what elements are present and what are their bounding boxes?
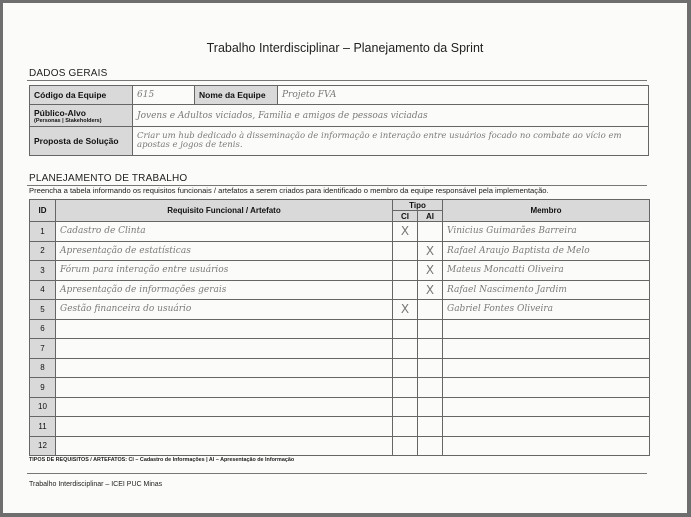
- ci-mark-cell: [393, 397, 418, 417]
- ci-mark-cell: [393, 378, 418, 398]
- ai-mark-cell: [418, 436, 443, 456]
- requirement-cell: Cadastro de Clinta: [56, 222, 393, 242]
- member-cell: Rafael Araujo Baptista de Melo: [443, 241, 650, 261]
- table-row: [30, 436, 650, 456]
- ai-mark-cell: X: [418, 241, 443, 261]
- document-page: [3, 3, 687, 513]
- row-id: 2: [30, 241, 56, 261]
- audience-label-cell: [30, 105, 133, 127]
- requirement-cell: Apresentação de informações gerais: [56, 280, 393, 300]
- member-cell: Rafael Nascimento Jardim: [443, 280, 650, 300]
- ci-mark-cell: [393, 417, 418, 437]
- ai-mark-cell: [418, 378, 443, 398]
- requirement-cell: [56, 417, 393, 437]
- ai-mark-cell: [418, 300, 443, 320]
- audience-label: Público-Alvo: [34, 107, 86, 118]
- ci-mark-cell: [393, 280, 418, 300]
- row-id: 5: [30, 300, 56, 320]
- row-id: 9: [30, 378, 56, 398]
- team-code-label: Código da Equipe: [30, 86, 133, 105]
- col-tipo-header: Tipo: [393, 200, 443, 211]
- requirement-cell: [56, 339, 393, 359]
- row-id: 7: [30, 339, 56, 359]
- row-id: 6: [30, 319, 56, 339]
- ci-mark-cell: [393, 436, 418, 456]
- team-code-value: 615: [133, 86, 195, 105]
- table-row: [30, 319, 650, 339]
- ai-mark-cell: [418, 339, 443, 359]
- ai-mark-cell: [418, 358, 443, 378]
- requirement-cell: Fórum para interação entre usuários: [56, 261, 393, 281]
- member-cell: Gabriel Fontes Oliveira: [443, 300, 650, 320]
- row-id: 10: [30, 397, 56, 417]
- ai-mark-cell: [418, 319, 443, 339]
- member-cell: [443, 397, 650, 417]
- footer-text: Trabalho Interdisciplinar – ICEI PUC Minas: [29, 481, 163, 488]
- work-plan-table: [29, 199, 650, 456]
- ci-mark-cell: [393, 319, 418, 339]
- member-cell: [443, 436, 650, 456]
- requirement-cell: Apresentação de estatísticas: [56, 241, 393, 261]
- ci-mark-cell: X: [393, 222, 418, 242]
- page-title: Trabalho Interdisciplinar – Planejamento da Sprint: [206, 41, 484, 55]
- table-row: [30, 378, 650, 398]
- table-row: [30, 358, 650, 378]
- ci-mark-cell: [393, 261, 418, 281]
- requirement-cell: [56, 378, 393, 398]
- requirement-cell: [56, 436, 393, 456]
- audience-value: Jovens e Adultos viciados, Familia e amigos de pessoas viciadas: [133, 105, 649, 127]
- table-row: [30, 300, 650, 320]
- team-name-label: Nome da Equipe: [195, 86, 278, 105]
- row-id: 4: [30, 280, 56, 300]
- member-cell: [443, 378, 650, 398]
- row-id: 12: [30, 436, 56, 456]
- requirement-cell: [56, 397, 393, 417]
- requirement-cell: [56, 358, 393, 378]
- member-cell: [443, 358, 650, 378]
- table-row: [30, 339, 650, 359]
- ci-mark-cell: [393, 358, 418, 378]
- ai-mark-cell: [418, 397, 443, 417]
- team-name-value: Projeto FVA: [278, 86, 649, 105]
- table-row: [30, 397, 650, 417]
- solution-value: Criar um hub dedicado à disseminação de informação e interação entre usuários focado no combate ao vício em apostas e jogos de tenis.: [133, 127, 649, 156]
- col-ai-header: AI: [418, 211, 443, 222]
- ci-mark-cell: [393, 339, 418, 359]
- instructions-text: Preencha a tabela informando os requisitos funcionais / artefatos a serem criados para identificado o membro da equipe responsável pela implementação.: [29, 186, 549, 195]
- member-cell: [443, 319, 650, 339]
- col-member-header: Membro: [443, 200, 650, 222]
- ai-mark-cell: X: [418, 280, 443, 300]
- general-section-heading: DADOS GERAIS: [29, 68, 108, 79]
- row-id: 11: [30, 417, 56, 437]
- ai-mark-cell: [418, 417, 443, 437]
- row-id: 1: [30, 222, 56, 242]
- requirement-cell: [56, 319, 393, 339]
- ci-mark-cell: X: [393, 300, 418, 320]
- ai-mark-cell: X: [418, 261, 443, 281]
- table-row: [30, 280, 650, 300]
- member-cell: [443, 417, 650, 437]
- general-data-table: [29, 85, 649, 156]
- ai-mark-cell: [418, 222, 443, 242]
- ci-mark-cell: [393, 241, 418, 261]
- row-id: 3: [30, 261, 56, 281]
- col-ci-header: CI: [393, 211, 418, 222]
- col-id-header: ID: [30, 200, 56, 222]
- table-row: [30, 261, 650, 281]
- footer-divider: [27, 473, 647, 474]
- general-section-divider: [27, 80, 647, 81]
- types-legend: TIPOS DE REQUISITOS / ARTEFATOS: CI – Cadastro de Informações | AI – Apresentação de Informação: [29, 457, 295, 463]
- table-row: [30, 241, 650, 261]
- table-row: [30, 417, 650, 437]
- requirement-cell: Gestão financeira do usuário: [56, 300, 393, 320]
- plan-section-heading: PLANEJAMENTO DE TRABALHO: [29, 173, 188, 184]
- row-id: 8: [30, 358, 56, 378]
- member-cell: [443, 339, 650, 359]
- audience-sublabel: (Personas | Stakeholders): [34, 117, 102, 124]
- member-cell: Vinicius Guimarães Barreira: [443, 222, 650, 242]
- table-row: [30, 222, 650, 242]
- col-requirement-header: Requisito Funcional / Artefato: [56, 200, 393, 222]
- solution-label: Proposta de Solução: [30, 127, 133, 156]
- member-cell: Mateus Moncatti Oliveira: [443, 261, 650, 281]
